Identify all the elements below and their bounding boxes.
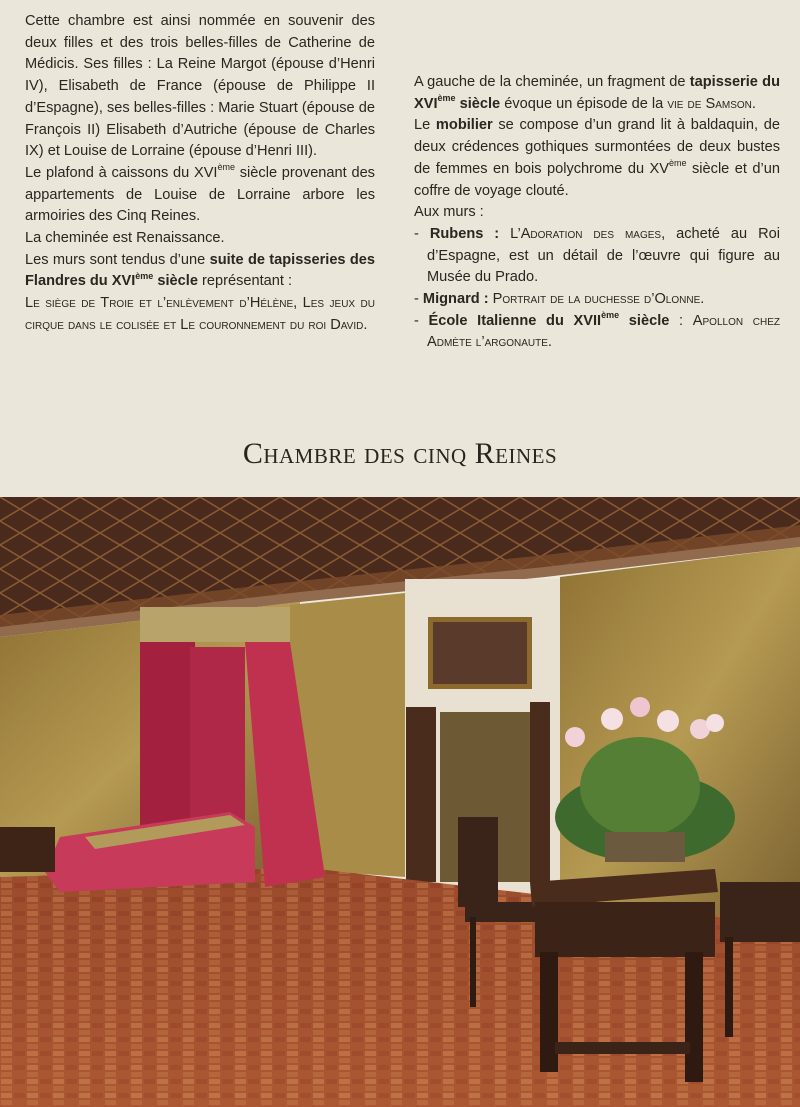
bold-run: Mignard : <box>422 291 489 308</box>
superscript: ème <box>135 270 154 281</box>
page-title: Chambre des cinq Reines <box>242 437 558 470</box>
door-right <box>530 702 550 882</box>
bold-run: siècle <box>455 95 501 112</box>
flower-foliage <box>580 737 700 837</box>
lily-flower <box>601 708 623 730</box>
walls-paragraph <box>25 250 375 293</box>
list-item: - Mignard : Portrait de la duchesse d’Olonne. <box>414 291 705 308</box>
chair-back <box>458 817 498 907</box>
walls-heading: Aux murs : <box>414 204 484 221</box>
superscript: ème <box>437 92 456 103</box>
table-stretcher <box>555 1042 690 1054</box>
text-run: : <box>669 312 693 329</box>
text-run: acheté au Roi d’Espagne, est un détail de l’œuvre qui figure au Musée du Prado. <box>427 225 780 286</box>
left-column <box>25 11 375 337</box>
fireplace-paragraph: La cheminée est Renaissance. <box>25 230 225 247</box>
text-run: siècle et d’un coffre de voyage clouté. <box>414 160 780 199</box>
table-apron <box>535 902 715 957</box>
side-chair <box>720 882 800 942</box>
room-photo <box>0 497 800 1107</box>
chair-leg <box>470 917 476 1007</box>
flower-basket <box>605 832 685 862</box>
door-left <box>406 707 436 882</box>
bold-run: mobilier <box>435 117 493 134</box>
superscript: ème <box>601 309 620 320</box>
bed-headboard <box>190 647 245 827</box>
bold-run: tapisserie du XVI <box>414 74 780 112</box>
small-caps-run: Apollon chez Admète l’argonaute. <box>427 312 780 351</box>
small-caps-run: L’Adoration des mages, <box>499 225 666 242</box>
bold-run: suite de tapisseries des Flandres du XVI <box>25 251 376 290</box>
small-caps-run: vie de Samson. <box>667 95 756 112</box>
text-run: représentant : <box>197 273 293 290</box>
bold-run: École Italienne du XVII <box>428 312 602 329</box>
lily-flower <box>565 727 585 747</box>
bed-canopy <box>140 607 290 642</box>
chest <box>0 827 55 872</box>
text-run: Les murs sont tendus d’une <box>25 251 210 268</box>
lily-flower <box>657 710 679 732</box>
ceiling-paragraph <box>25 163 375 228</box>
right-tapestry <box>560 547 800 927</box>
painting <box>433 622 527 684</box>
table-leg <box>685 952 703 1082</box>
superscript: ème <box>669 157 687 168</box>
side-chair-leg <box>725 937 733 1037</box>
text-run: évoque un épisode de la <box>500 95 668 112</box>
bold-run: siècle <box>153 273 198 290</box>
text-run: A gauche de la cheminée, un fragment de <box>414 74 690 90</box>
text-run: siècle provenant des appartements de Louise de Lorraine arbore les armoiries des Cinq Reines. <box>25 164 375 225</box>
tapestries-list: Le siège de Troie et l’enlèvement d’Hélène, Les jeux du cirque dans le colisée et Le couronnement du roi David. <box>25 295 375 333</box>
bold-run: siècle <box>619 312 670 329</box>
text-section <box>0 0 800 497</box>
lily-flower <box>706 714 724 732</box>
small-caps-run: Portrait de la duchesse d’Olonne. <box>488 291 705 308</box>
text-run: Le <box>414 117 436 134</box>
right-column <box>414 72 780 354</box>
list-item: - Rubens : L’Adoration des mages, acheté au Roi d’Espagne, est un détail de l’œuvre qui figure au Musée du Prado. <box>414 225 780 286</box>
list-item: - École Italienne du XVIIème siècle : Apollon chez Admète l’argonaute. <box>414 309 780 351</box>
intro-paragraph: Cette chambre est ainsi nommée en souvenir des deux filles et des trois belles-filles de Catherine de Médicis. Ses filles : La Reine Margot (épouse d’Henri IV), Elisabeth de France (épouse de Philippe II d’Espagne), ses belles-filles : Marie Stuart (épouse de François II) Elisabeth d’Autriche (épouse de Charles IX) et Louise de Lorraine (épouse d’Henri III). <box>25 13 375 160</box>
text-run: se compose d’un grand lit à baldaquin, de deux crédences gothiques surmontées de deux bustes de femmes en bois polychrome du XV <box>414 117 780 177</box>
room-illustration <box>0 497 800 1107</box>
text-run: Le plafond à caissons du XVI <box>25 164 218 181</box>
furniture-paragraph <box>414 115 780 202</box>
samson-paragraph <box>414 72 780 115</box>
bold-run: Rubens : <box>429 225 500 242</box>
lily-flower <box>630 697 650 717</box>
superscript: ème <box>217 162 235 173</box>
